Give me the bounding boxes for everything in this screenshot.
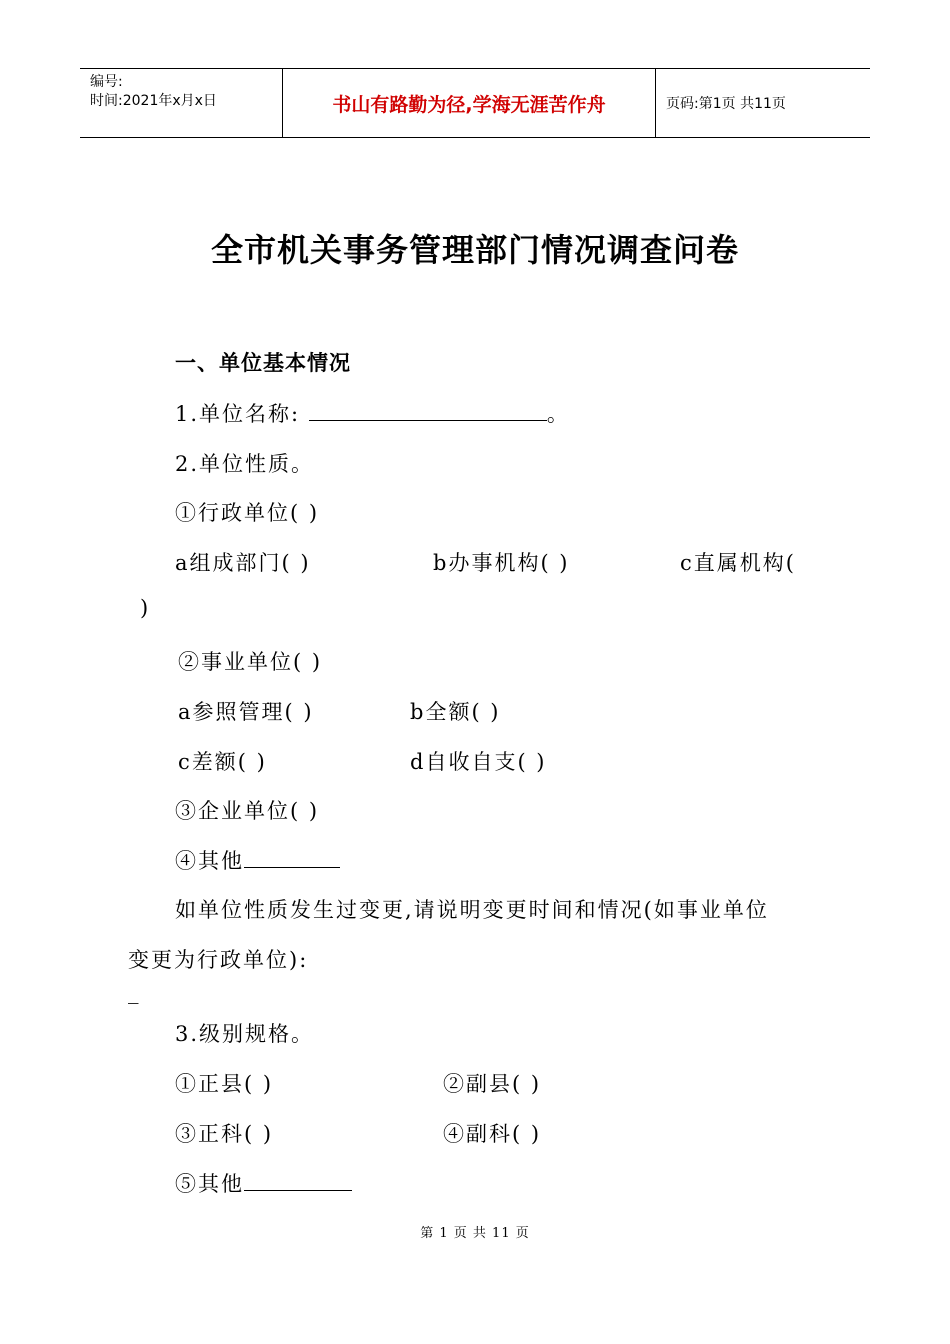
option-self-funded[interactable]: d自收自支( ) — [410, 750, 547, 774]
unit-name-blank[interactable] — [309, 400, 547, 421]
time-label: 时间:2021年x月x日 — [90, 93, 217, 109]
option-administrative[interactable]: ①行政单位( ) — [175, 501, 320, 525]
change-note-line-1: 如单位性质发生过变更,请说明变更时间和情况(如事业单位 — [175, 898, 769, 922]
change-note-blank[interactable]: _ — [128, 980, 141, 1004]
question-3: 3.级别规格。 — [175, 1022, 315, 1046]
option-section-level[interactable]: ③正科( ) — [175, 1122, 274, 1146]
number-label: 编号: — [90, 74, 123, 90]
question-1-end: 。 — [546, 402, 570, 426]
option-deputy-county-level[interactable]: ②副县( ) — [443, 1072, 542, 1096]
question-2: 2.单位性质。 — [175, 452, 315, 476]
option-other-level — [175, 1168, 352, 1198]
change-note-line-2: 变更为行政单位): — [128, 948, 309, 972]
option-reference-management[interactable]: a参照管理( ) — [178, 700, 314, 724]
other-blank[interactable] — [244, 847, 340, 868]
option-other — [175, 845, 340, 875]
option-direct-agency[interactable]: c直属机构( — [680, 551, 796, 575]
section-heading: 一、单位基本情况 — [175, 351, 351, 375]
option-enterprise[interactable]: ③企业单位( ) — [175, 799, 320, 823]
option-partial-funding[interactable]: c差额( ) — [178, 750, 267, 774]
header-meta — [80, 69, 282, 137]
option-other-label[interactable]: ④其他 — [175, 849, 244, 873]
page-footer: 第 1 页 共 11 页 — [420, 1226, 530, 1241]
option-full-funding[interactable]: b全额( ) — [410, 700, 501, 724]
option-county-level[interactable]: ①正县( ) — [175, 1072, 274, 1096]
option-office-agency[interactable]: b办事机构( ) — [433, 551, 570, 575]
document-title: 全市机关事务管理部门情况调查问卷 — [210, 231, 739, 269]
header-page-info: 页码:第1页 共11页 — [666, 96, 786, 112]
other-level-blank[interactable] — [244, 1170, 352, 1191]
question-1-label: 1.单位名称: — [175, 402, 301, 426]
question-1 — [175, 398, 570, 428]
page-header — [80, 68, 870, 138]
option-public-institution[interactable]: ②事业单位( ) — [178, 650, 323, 674]
option-direct-agency-close: ) — [140, 596, 151, 620]
option-deputy-section-level[interactable]: ④副科( ) — [443, 1122, 542, 1146]
option-component-dept[interactable]: a组成部门( ) — [175, 551, 311, 575]
header-motto: 书山有路勤为径,学海无涯苦作舟 — [282, 69, 656, 137]
option-other-level-label[interactable]: ⑤其他 — [175, 1172, 244, 1196]
